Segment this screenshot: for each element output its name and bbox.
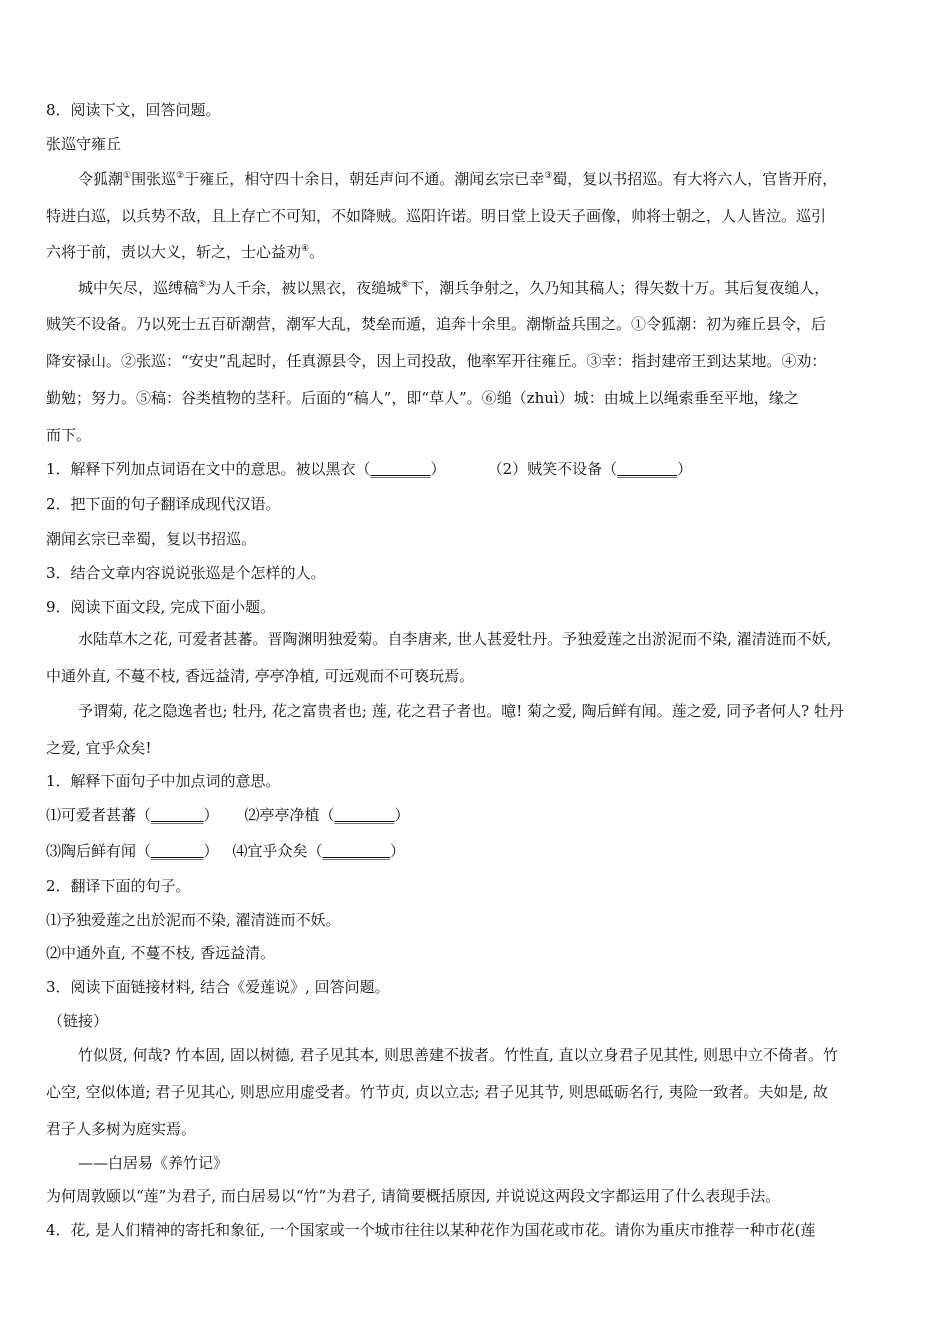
q9-subquestion-2-item: ⑵中通外直, 不蔓不枝, 香远益清。 <box>46 944 276 962</box>
q9-subquestion-4: 4．花, 是人们精神的寄托和象征, 一个国家或一个城市往往以某种花作为国花或市花。请你为重庆市推荐一种市花(莲 <box>46 1221 816 1239</box>
link-passage-line: 君子人多树为庭实焉。 <box>46 1120 197 1138</box>
answer-blank[interactable]: ________ <box>370 460 431 478</box>
q9-passage-line: 中通外直, 不蔓不枝, 香远益清, 亭亭净植, 可远观而不可亵玩焉。 <box>46 667 475 685</box>
q8-passage-line: 特进白巡，以兵势不敌，且上存亡不可知，不如降贼。巡阳许诺。明日堂上设天子画像，帅将士朝之，人人皆泣。巡引 <box>46 207 827 225</box>
q9-subquestion-1-items: ⑶陶后鲜有闻（_______） ⑷宜乎众矣（_________） <box>46 842 406 860</box>
q8-footnote-line: 降安禄山。②张巡：“安史”乱起时，任真源县令，因上司投敌，他率军开往雍丘。③幸：指封建帝王到达某地。④劝： <box>46 352 827 370</box>
answer-blank[interactable]: _______ <box>151 842 204 860</box>
q8-passage-line: 六将于前，责以大义，斩之，士心益劝④。 <box>46 243 325 261</box>
q9-passage-line: 予谓菊, 花之隐逸者也; 牡丹, 花之富贵者也; 莲, 花之君子者也。噫! 菊之爱, 陶后鲜有闻。莲之爱, 同予者何人? 牡丹 <box>78 702 844 720</box>
q8-passage-line: 城中矢尽，巡缚稿⑤为人千余，被以黑衣，夜缒城⑥下，潮兵争射之，久乃知其稿人；得矢数十万。其后复夜缒人， <box>78 279 830 297</box>
q8-passage-line: 贼笑不设备。乃以死士五百斫潮营，潮军大乱，焚垒而遁，追奔十余里。潮惭益兵围之。①令狐潮：初为雍丘县令，后 <box>46 315 827 333</box>
footnote-marker: ② <box>176 171 185 181</box>
q9-subquestion-3-prompt: 为何周敦颐以“莲”为君子, 而白居易以“竹”为君子, 请简要概括原因, 并说说这两段文字都运用了什么表现手法。 <box>46 1187 781 1205</box>
q8-passage-line: 令狐潮①围张巡②于雍丘，相守四十余日，朝廷声问不通。潮闻玄宗已幸③蜀，复以书招巡。有大将六人，官皆开府， <box>78 170 838 188</box>
answer-blank[interactable]: ________ <box>617 460 678 478</box>
answer-blank[interactable]: _______ <box>151 806 204 824</box>
q8-subquestion-2: 2．把下面的句子翻译成现代汉语。 <box>46 495 281 513</box>
q8-passage-title: 张巡守雍丘 <box>46 135 122 153</box>
q8-footnote-line: 而下。 <box>46 426 92 444</box>
q8-subquestion-2-text: 潮闻玄宗已幸蜀，复以书招巡。 <box>46 530 257 548</box>
q8-heading: 8．阅读下文，回答问题。 <box>46 101 221 119</box>
q9-subquestion-2-item: ⑴予独爱莲之出於泥而不染, 濯清涟而不妖。 <box>46 911 341 929</box>
q9-passage-line: 之爱, 宜乎众矣! <box>46 739 152 757</box>
link-passage-line: 竹似贤, 何哉? 竹本固, 固以树德, 君子见其本, 则思善建不拔者。竹性直, 直以立身君子见其性, 则思中立不倚者。竹 <box>78 1046 839 1064</box>
link-source: ——白居易《养竹记》 <box>78 1154 229 1172</box>
q8-subquestion-1: 1．解释下列加点词语在文中的意思。被以黑衣（________） （2）贼笑不设备（________） <box>46 460 693 478</box>
q8-subquestion-3: 3．结合文章内容说说张巡是个怎样的人。 <box>46 564 326 582</box>
footnote-marker: ⑤ <box>198 280 207 290</box>
link-label: （链接） <box>48 1012 109 1030</box>
footnote-marker: ⑥ <box>401 280 410 290</box>
footnote-marker: ③ <box>544 171 553 181</box>
q9-subquestion-1: 1．解释下面句子中加点词的意思。 <box>46 772 281 790</box>
q9-subquestion-3: 3．阅读下面链接材料, 结合《爱莲说》, 回答问题。 <box>46 978 390 996</box>
q9-subquestion-1-items: ⑴可爱者甚蕃（_______） ⑵亭亭净植（________） <box>46 806 410 824</box>
link-passage-line: 心空, 空似体道; 君子见其心, 则思应用虚受者。竹节贞, 贞以立志; 君子见其节, 则思砥砺名行, 夷险一致者。夫如是, 故 <box>46 1083 828 1101</box>
q9-passage-line: 水陆草木之花, 可爱者甚蕃。晋陶渊明独爱菊。自李唐来, 世人甚爱牡丹。予独爱莲之出淤泥而不染, 濯清涟而不妖, <box>78 630 832 648</box>
q9-heading: 9．阅读下面文段, 完成下面小题。 <box>46 598 276 616</box>
footnote-marker: ④ <box>301 244 310 254</box>
answer-blank[interactable]: ________ <box>334 806 395 824</box>
q8-footnote-line: 勤勉；努力。⑤稿：谷类植物的茎秆。后面的“稿人”，即“草人”。⑥缒（zhuì）城：由城上以绳索垂至平地，缘之 <box>46 389 799 407</box>
footnote-marker: ① <box>123 171 132 181</box>
answer-blank[interactable]: _________ <box>322 842 391 860</box>
q9-subquestion-2: 2．翻译下面的句子。 <box>46 877 191 895</box>
